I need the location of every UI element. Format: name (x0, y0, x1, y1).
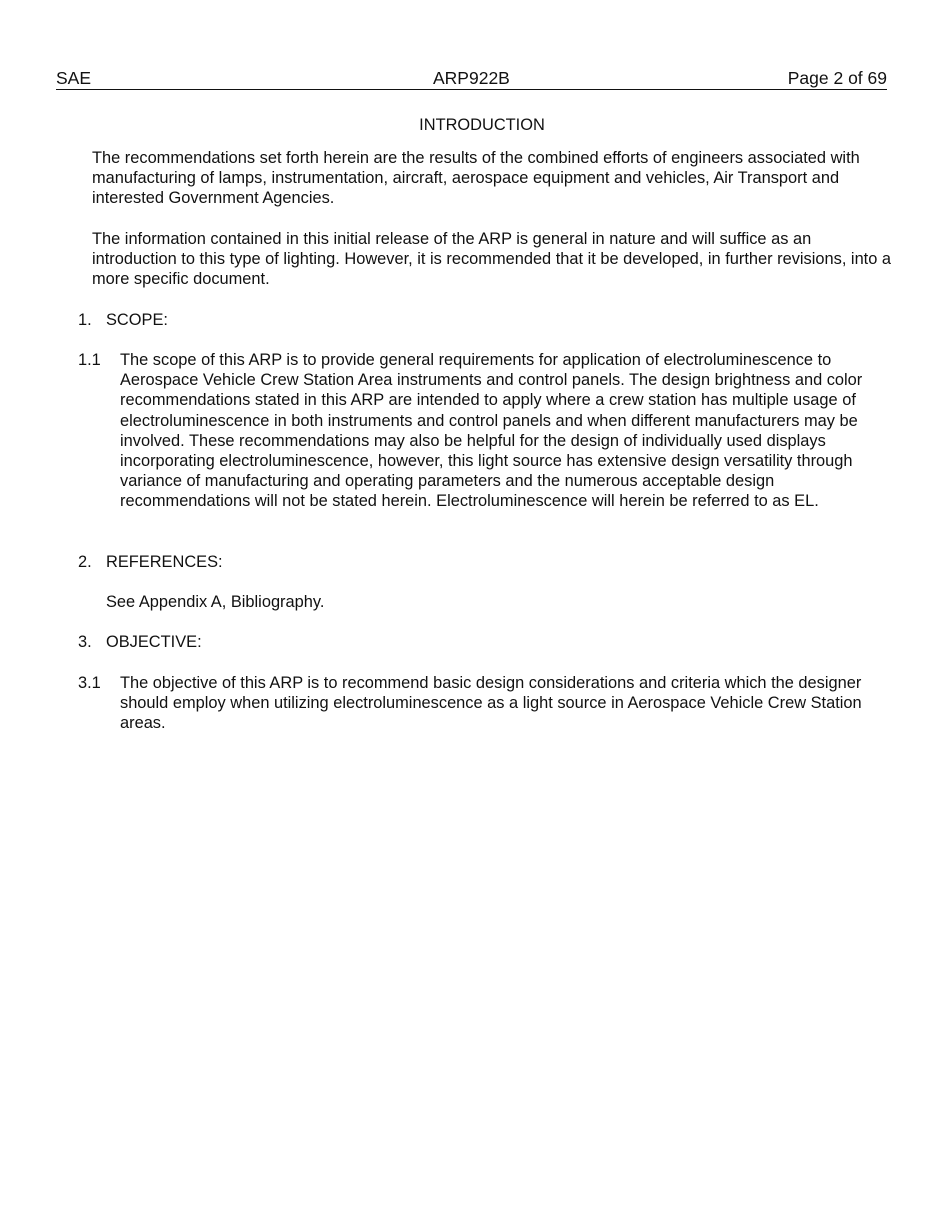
introduction-heading: INTRODUCTION (419, 116, 545, 134)
section-heading-objective: OBJECTIVE: (106, 633, 202, 651)
subsection-text: The scope of this ARP is to provide general requirements for application of electroluminescence to Aerospace Vehicle Crew Station Area instruments and control panels. The design brightness and color recommendations stated in this ARP are intended to apply where a crew station has multiple usage of electroluminescence in both instruments and control panels and when different manufacturers may be involved. These recommendations may also be helpful for the design of individually used displays incorporating electroluminescence, however, this light source has extensive design versatility through variance of manufacturing and operating parameters and the numerous acceptable design recommendations will not be stated herein. Electroluminescence will herein be referred to as EL. (120, 351, 863, 511)
header-page-number: Page 2 of 69 (787, 68, 887, 88)
section-body-text: See Appendix A, Bibliography. (106, 593, 325, 611)
header-document-number: ARP922B (433, 68, 510, 88)
subsection-text: The objective of this ARP is to recommend basic design considerations and criteria which the designer should employ when utilizing electroluminescence as a light source in Aerospace Vehicle Crew Station areas. (120, 674, 862, 733)
section-number: 3. (78, 633, 92, 651)
intro-paragraph: The information contained in this initial release of the ARP is general in nature and will suffice as an introduction to this type of lighting. However, it is recommended that it be developed, in further revisions, into a more specific document. (92, 230, 892, 289)
intro-paragraph: The recommendations set forth herein are the results of the combined efforts of engineers associated with manufacturing of lamps, instrumentation, aircraft, aerospace equipment and vehicles, Air Transport and interested Government Agencies. (92, 149, 860, 208)
subsection-number: 3.1 (78, 674, 101, 692)
page-header (56, 67, 887, 90)
section-number: 2. (78, 553, 92, 571)
section-number: 1. (78, 311, 92, 329)
section-heading-scope: SCOPE: (106, 311, 168, 329)
subsection-number: 1.1 (78, 351, 101, 369)
section-heading-references: REFERENCES: (106, 553, 223, 571)
header-organization: SAE (56, 68, 92, 88)
